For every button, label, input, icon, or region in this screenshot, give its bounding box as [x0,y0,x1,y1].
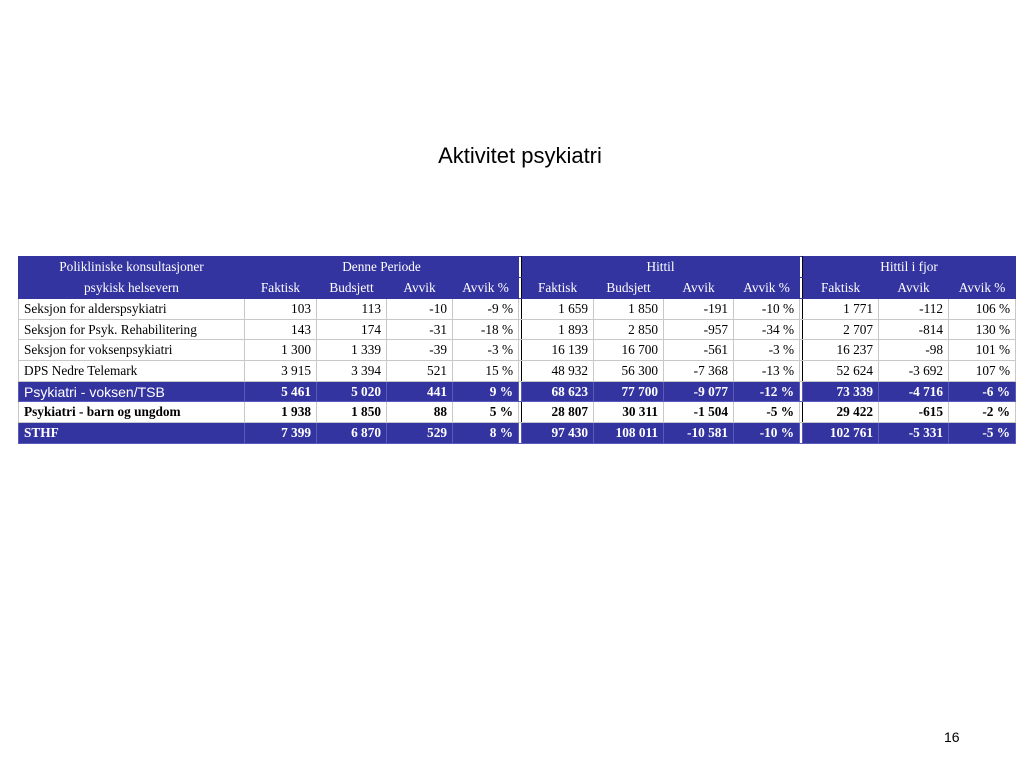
table-cell: 9 % [453,381,519,402]
group-header-hittil: Hittil [522,257,800,278]
page-number: 16 [944,729,960,745]
table-cell: -10 % [734,299,800,320]
table-row [19,299,1016,320]
col-header: Avvik [387,278,453,299]
col-header: Budsjett [594,278,664,299]
table-cell: 103 [245,299,317,320]
table-cell: 441 [387,381,453,402]
table-cell: 3 394 [317,361,387,382]
table-cell: 101 % [949,340,1016,361]
col-header: Avvik % [949,278,1016,299]
table-cell: -10 581 [664,423,734,444]
row-label: Psykiatri - voksen/TSB [19,381,245,402]
table-cell: -4 716 [879,381,949,402]
table-cell: -7 368 [664,361,734,382]
table-cell: -3 % [453,340,519,361]
table-cell: 8 % [453,423,519,444]
table-cell: -39 [387,340,453,361]
table-cell: 15 % [453,361,519,382]
table-cell: 174 [317,319,387,340]
table-cell: 30 311 [594,402,664,423]
table-cell: -12 % [734,381,800,402]
table-cell: 68 623 [522,381,594,402]
table-row [19,423,1016,444]
table-cell: 529 [387,423,453,444]
table-cell: 16 237 [803,340,879,361]
table-row [19,340,1016,361]
table-cell: 5 461 [245,381,317,402]
table-cell: -6 % [949,381,1016,402]
group-header-hittil-i-fjor: Hittil i fjor [803,257,1016,278]
page-title: Aktivitet psykiatri [438,143,602,168]
table-cell: 6 870 [317,423,387,444]
table-cell: 143 [245,319,317,340]
table-cell: -112 [879,299,949,320]
activity-table [18,256,1016,444]
table-cell: -10 [387,299,453,320]
header-row-groups [19,257,1016,278]
table-cell: 1 659 [522,299,594,320]
table-cell: 113 [317,299,387,320]
table-cell: 73 339 [803,381,879,402]
col-header: Avvik [664,278,734,299]
table-cell: 16 700 [594,340,664,361]
table-body [19,299,1016,444]
table-cell: 2 850 [594,319,664,340]
table-cell: 521 [387,361,453,382]
row-label: DPS Nedre Telemark [19,361,245,382]
group-header-denne-periode: Denne Periode [245,257,519,278]
table-cell: 1 938 [245,402,317,423]
col-header: Budsjett [317,278,387,299]
row-label: Psykiatri - barn og ungdom [19,402,245,423]
header-label-line2: psykisk helsevern [19,278,245,299]
table-cell: -34 % [734,319,800,340]
table-cell: 56 300 [594,361,664,382]
table-cell: 28 807 [522,402,594,423]
table-cell: -18 % [453,319,519,340]
table-cell: 52 624 [803,361,879,382]
table-cell: -31 [387,319,453,340]
table-cell: 48 932 [522,361,594,382]
table-cell: -2 % [949,402,1016,423]
col-header: Avvik % [734,278,800,299]
table-cell: 106 % [949,299,1016,320]
row-label: Seksjon for alderspsykiatri [19,299,245,320]
table-cell: -5 % [734,402,800,423]
table-cell: -561 [664,340,734,361]
table-cell: 5 % [453,402,519,423]
table-cell: 5 020 [317,381,387,402]
table-cell: -5 % [949,423,1016,444]
table-cell: -5 331 [879,423,949,444]
table-row [19,361,1016,382]
table-cell: -615 [879,402,949,423]
table-row [19,381,1016,402]
table-cell: -957 [664,319,734,340]
col-header: Faktisk [245,278,317,299]
table-cell: -13 % [734,361,800,382]
col-header: Faktisk [803,278,879,299]
row-label: Seksjon for voksenpsykiatri [19,340,245,361]
table-cell: -3 692 [879,361,949,382]
table-row [19,402,1016,423]
table-cell: -814 [879,319,949,340]
table-cell: -1 504 [664,402,734,423]
table-cell: 1 771 [803,299,879,320]
table-cell: 2 707 [803,319,879,340]
row-label: Seksjon for Psyk. Rehabilitering [19,319,245,340]
table-cell: -9 % [453,299,519,320]
table-cell: -3 % [734,340,800,361]
table-cell: 130 % [949,319,1016,340]
col-header: Avvik [879,278,949,299]
table-cell: -191 [664,299,734,320]
table-cell: -10 % [734,423,800,444]
row-label: STHF [19,423,245,444]
table-cell: 29 422 [803,402,879,423]
table-cell: 1 300 [245,340,317,361]
table-cell: 102 761 [803,423,879,444]
table-cell: 1 850 [317,402,387,423]
header-label-line1: Polikliniske konsultasjoner [19,257,245,278]
table-cell: 107 % [949,361,1016,382]
table-cell: 1 850 [594,299,664,320]
table-row [19,319,1016,340]
table-cell: 16 139 [522,340,594,361]
table-cell: 1 893 [522,319,594,340]
table-cell: 88 [387,402,453,423]
col-header: Faktisk [522,278,594,299]
header-row-columns [19,278,1016,299]
table-cell: -98 [879,340,949,361]
table-cell: -9 077 [664,381,734,402]
table-cell: 108 011 [594,423,664,444]
table-cell: 7 399 [245,423,317,444]
table-cell: 77 700 [594,381,664,402]
table-cell: 3 915 [245,361,317,382]
table-cell: 97 430 [522,423,594,444]
table-cell: 1 339 [317,340,387,361]
col-header: Avvik % [453,278,519,299]
